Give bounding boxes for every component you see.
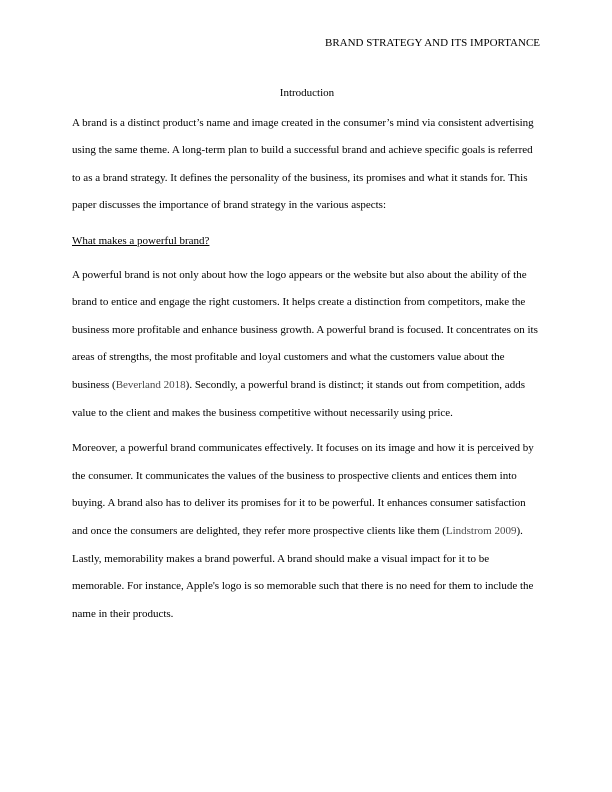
paragraph2-text-end: ). Lastly, memorability makes a brand powerful. A brand should make a visual impact for it to be memorable. For instance, Apple's logo is so memorable such that there is no need for them to include the name in their products. xyxy=(72,524,534,620)
paragraph1-text-end: ). Secondly, a powerful brand is distinct; it stands out from competition, adds value to the client and makes the business competitive without necessarily using price. xyxy=(72,378,525,419)
paragraph-powerful-brand xyxy=(72,262,542,428)
paragraph1-text-start: A powerful brand is not only about how the logo appears or the website but also about the ability of the brand to entice and engage the right customers. It helps create a distinction from competitors, make the business more profitable and enhance business growth. A powerful brand is focused. It concentrates on its areas of strengths, the most profitable and loyal customers and what the customers value about the business ( xyxy=(72,268,538,391)
citation-beverland: Beverland 2018 xyxy=(115,378,186,391)
section-heading: What makes a powerful brand? xyxy=(72,234,210,247)
page-title: Introduction xyxy=(279,87,335,99)
paragraph2-text-start: Moreover, a powerful brand communicates effectively. It focuses on its image and how it is perceived by the consumer. It communicates the values of the business to prospective clients and entices them into buying. A brand also has to deliver its promises for it to be powerful. It enhances consumer satisfaction and once the consumers are delighted, they refer more prospective clients like them ( xyxy=(72,442,534,537)
paragraph-communication xyxy=(72,435,542,628)
document-body xyxy=(72,80,542,636)
intro-text: A brand is a distinct product’s name and image created in the consumer’s mind via consistent advertising using the same theme. A long-term plan to build a successful brand and achieve specific goals is referred to as a brand strategy. It defines the personality of the business, its promises and what it stands for. This paper discusses the importance of brand strategy in the various aspects: xyxy=(72,116,534,212)
running-head: BRAND STRATEGY AND ITS IMPORTANCE xyxy=(324,37,540,49)
citation-lindstrom: Lindstrom 2009 xyxy=(445,524,517,537)
intro-paragraph xyxy=(72,110,542,220)
